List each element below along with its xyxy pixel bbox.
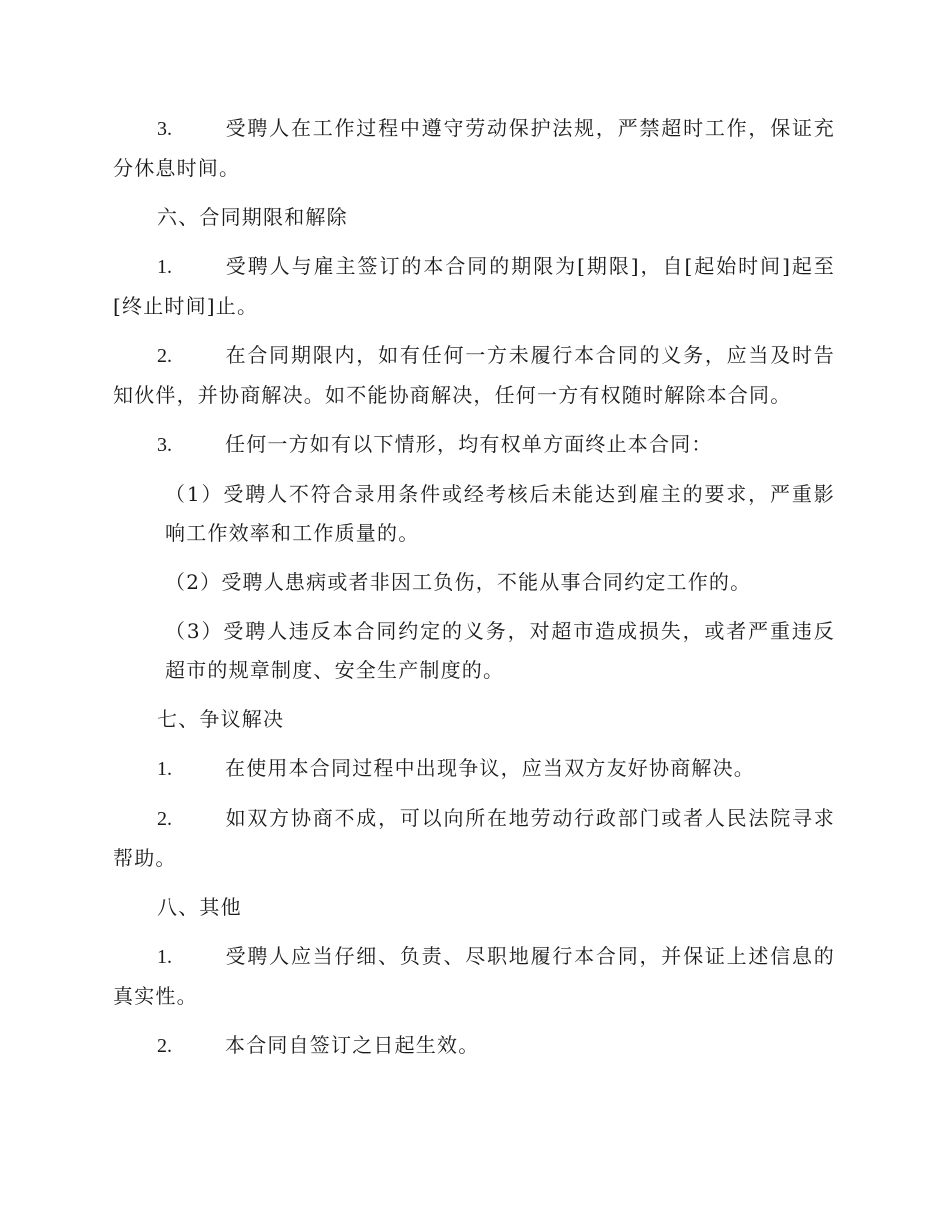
clause-text: 在使用本合同过程中出现争议，应当双方友好协商解决。	[225, 756, 755, 780]
clause-text: 如双方协商不成，可以向所在地劳动行政部门或者人民法院寻求帮助。	[113, 806, 835, 870]
clause-text: 受聘人与雇主签订的本合同的期限为[期限]，自[起始时间]起至[终止时间]止。	[113, 254, 835, 318]
sub-clause-1	[113, 475, 835, 553]
sub-clause-text: （1）受聘人不符合录用条件或经考核后未能达到雇主的要求，严重影响工作效率和工作质量的。	[165, 482, 835, 545]
clause-8-2	[113, 1026, 835, 1066]
clause-6-3	[113, 425, 835, 465]
clause-number: 1.	[157, 946, 172, 968]
sub-clause-text: （2）受聘人患病或者非因工负伤，不能从事合同约定工作的。	[165, 570, 752, 594]
clause-8-1	[113, 937, 835, 1016]
clause-number: 3.	[157, 434, 172, 456]
clause-6-1	[113, 247, 835, 326]
sub-clause-text: （3）受聘人违反本合同约定的义务，对超市造成损失，或者严重违反超市的规章制度、安全生产制度的。	[165, 619, 835, 682]
clause-number: 2.	[157, 808, 172, 830]
clause-7-2	[113, 799, 835, 878]
clause-7-1	[113, 749, 835, 789]
clause-text: 受聘人在工作过程中遵守劳动保护法规，严禁超时工作，保证充分休息时间。	[113, 116, 835, 180]
sub-clause-3	[113, 612, 835, 690]
clause-text: 受聘人应当仔细、负责、尽职地履行本合同，并保证上述信息的真实性。	[113, 944, 835, 1008]
document-body	[113, 109, 835, 1076]
clause-5-3	[113, 109, 835, 188]
clause-6-2	[113, 336, 835, 415]
section-heading-6: 六、合同期限和解除	[157, 205, 348, 229]
clause-number: 2.	[157, 1035, 172, 1057]
section-heading-8: 八、其他	[157, 895, 242, 919]
clause-number: 1.	[157, 256, 172, 278]
clause-text: 任何一方如有以下情形，均有权单方面终止本合同：	[225, 432, 713, 456]
section-heading-7: 七、争议解决	[157, 707, 285, 731]
clause-text: 在合同期限内，如有任何一方未履行本合同的义务，应当及时告知伙伴，并协商解决。如不能协商解决，任何一方有权随时解除本合同。	[113, 343, 835, 407]
sub-clause-2	[113, 563, 835, 602]
clause-number: 1.	[157, 758, 172, 780]
clause-number: 2.	[157, 345, 172, 367]
clause-number: 3.	[157, 118, 172, 140]
clause-text: 本合同自签订之日起生效。	[225, 1033, 480, 1057]
